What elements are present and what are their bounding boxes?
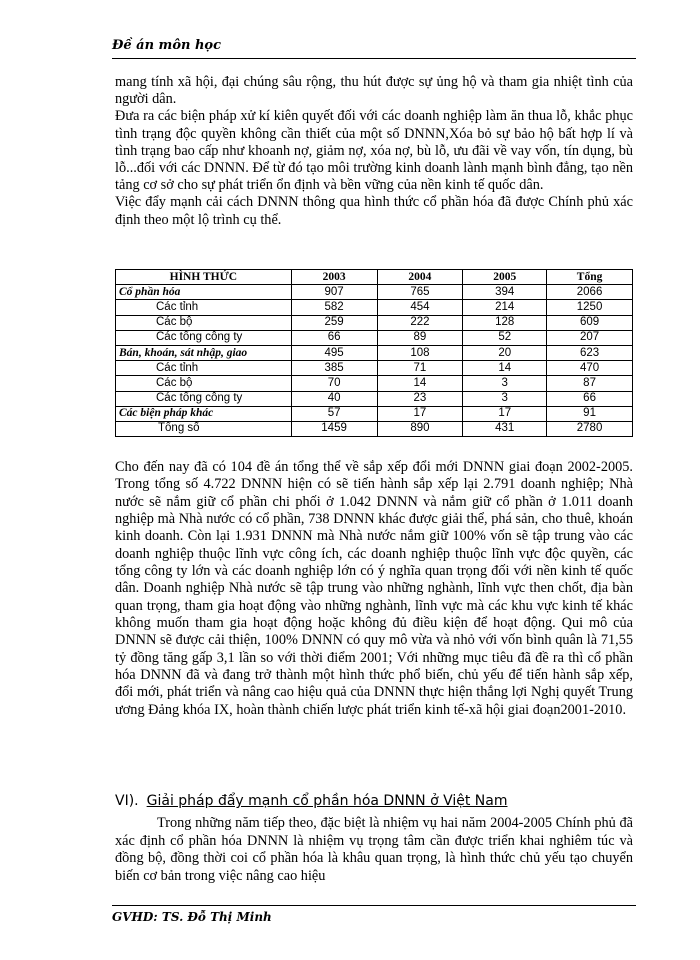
statistics-table xyxy=(115,269,633,437)
table-cell: 87 xyxy=(547,376,633,391)
table-cell: 495 xyxy=(291,345,377,360)
table-row xyxy=(116,421,633,436)
table-cell: 207 xyxy=(547,330,633,345)
page-footer xyxy=(112,905,636,924)
table-cell: 609 xyxy=(547,315,633,330)
table-row xyxy=(116,361,633,376)
main-paragraph: Cho đến nay đã có 104 đề án tổng thể về sắp xếp đổi mới DNNN giai đoạn 2002-2005. Trong tổng số 4.722 DNNN hiện có sẽ tiến hành sắp xếp lại 2.791 doanh nghiệp; Nhà nước sẽ nắm giữ cổ phần chi phối ở 1.042 DNNN và nắm giữ cổ phần ở 1.011 doanh nghiệp mà Nhà nước có cổ phần, 738 DNNN khác được giải thể, phá sản, cho thuê, khoán kinh doanh. Còn lại 1.931 DNNN mà Nhà nước nắm giữ 100% vốn sẽ tập trung vào các doanh nghiệp thuộc lĩnh vực công ích, các doanh nghiệp thuộc lĩnh vực độc quyền, các tổng công ty lớn và các doanh nghiệp lớn có ý nghĩa quan trọng đối với nền kinh tế quốc dân. Doanh nghiệp Nhà nước sẽ tập trung vào những nghành, lĩnh vực then chốt, địa bàn quan trọng, tham gia hoạt động vào những nghành, lĩnh vực mà các khu vực kinh tế khác không muốn tham gia hoạt động hoặc không đủ điều kiện để hoạt động. Qui mô của DNNN sẽ được cải thiện, 100% DNNN có quy mô vừa và nhỏ với vốn bình quân là 71,55 tỷ đồng tăng gấp 3,1 lần so với thời điểm 2001; Với những mục tiêu đã đề ra thì cổ phần hóa DNNN đã và đang trở thành một hình thức phổ biến, chủ yếu để tiến hành sắp xếp, đổi mới, phát triển và nâng cao hiệu quả của DNNN thực hiện thắng lợi Nghị quyết Trung ương Đảng khóa IX, hoàn thành chiến lược phát triển kinh tế-xã hội giai đoạn2001-2010. xyxy=(115,459,633,718)
table-cell: 66 xyxy=(291,330,377,345)
table-cell: 71 xyxy=(377,361,463,376)
table-cell: 394 xyxy=(463,285,547,300)
row-label: Bán, khoán, sát nhập, giao xyxy=(116,345,292,360)
column-header: Tổng xyxy=(547,270,633,285)
page-header xyxy=(112,38,636,53)
table-cell: 2780 xyxy=(547,421,633,436)
table-cell: 890 xyxy=(377,421,463,436)
table-cell: 70 xyxy=(291,376,377,391)
table-cell: 222 xyxy=(377,315,463,330)
table-row xyxy=(116,285,633,300)
table-row xyxy=(116,391,633,406)
column-header: 2005 xyxy=(463,270,547,285)
table-cell: 385 xyxy=(291,361,377,376)
section-number: VI). xyxy=(115,793,139,809)
table-header-row xyxy=(116,270,633,285)
row-label: Các biện pháp khác xyxy=(116,406,292,421)
table-cell: 765 xyxy=(377,285,463,300)
table-body xyxy=(116,285,633,437)
table-cell: 57 xyxy=(291,406,377,421)
table-cell: 108 xyxy=(377,345,463,360)
column-header: 2003 xyxy=(291,270,377,285)
table-cell: 14 xyxy=(377,376,463,391)
section-text xyxy=(115,815,633,885)
table-cell: 66 xyxy=(547,391,633,406)
section-title: Giải pháp đẩy mạnh cổ phần hóa DNNN ở Việt Nam xyxy=(146,793,508,809)
row-label: Các bộ xyxy=(116,376,292,391)
table-cell: 3 xyxy=(463,391,547,406)
table-cell: 17 xyxy=(463,406,547,421)
table-row xyxy=(116,406,633,421)
row-label: Các tổng công ty xyxy=(116,391,292,406)
row-label: Tổng số xyxy=(116,421,292,436)
section-heading xyxy=(115,793,633,809)
footer-text: GVHD: TS. Đỗ Thị Minh xyxy=(112,910,272,924)
header-rule xyxy=(112,58,636,59)
row-label: Các bộ xyxy=(116,315,292,330)
table-cell: 89 xyxy=(377,330,463,345)
table-row xyxy=(116,300,633,315)
table-cell: 2066 xyxy=(547,285,633,300)
table-cell: 623 xyxy=(547,345,633,360)
intro-paragraph-2: Đưa ra các biện pháp xử kí kiên quyết đối với các doanh nghiệp làm ăn thua lỗ, khắc phục tình trạng độc quyền không cần thiết của một số DNNN,Xóa bỏ sự bảo hộ bất hợp lí và tình trạng bao cấp như khoanh nợ, giảm nợ, xóa nợ, bù lỗ, ưu đãi về vay vốn, tín dụng, bù lỗ...đối với các DNNN. Để từ đó tạo môi trường kinh doanh lành mạnh bình đẳng, tạo nền tảng cơ sở cho sự phát triển ổn định và bền vững của nền kinh tế quốc dân. xyxy=(115,108,633,194)
statistics-table-container xyxy=(115,269,633,437)
table-cell: 3 xyxy=(463,376,547,391)
section-paragraph: Trong những năm tiếp theo, đặc biệt là nhiệm vụ hai năm 2004-2005 Chính phủ đã xác định cổ phần hóa DNNN là nhiệm vụ trọng tâm cần được triển khai nghiêm túc và đồng bộ, đồng thời coi cổ phần hóa là khâu quan trọng, là hình thức chủ yếu tạo chuyển biến cơ bản trong việc nâng cao hiệu xyxy=(115,815,633,884)
table-cell: 1459 xyxy=(291,421,377,436)
table-cell: 14 xyxy=(463,361,547,376)
table-cell: 20 xyxy=(463,345,547,360)
table-row xyxy=(116,376,633,391)
table-cell: 907 xyxy=(291,285,377,300)
table-cell: 17 xyxy=(377,406,463,421)
row-label: Các tổng công ty xyxy=(116,330,292,345)
intro-text xyxy=(115,74,633,229)
intro-paragraph-1: mang tính xã hội, đại chúng sâu rộng, thu hút được sự ủng hộ và tham gia nhiệt tình của người dân. xyxy=(115,74,633,108)
table-cell: 214 xyxy=(463,300,547,315)
table-cell: 454 xyxy=(377,300,463,315)
header-title: Đề án môn học xyxy=(112,38,222,53)
table-cell: 52 xyxy=(463,330,547,345)
table-row xyxy=(116,345,633,360)
column-header: HÌNH THỨC xyxy=(116,270,292,285)
footer-rule xyxy=(112,905,636,906)
row-label: Các tỉnh xyxy=(116,361,292,376)
table-cell: 470 xyxy=(547,361,633,376)
table-cell: 91 xyxy=(547,406,633,421)
table-cell: 259 xyxy=(291,315,377,330)
intro-paragraph-3: Việc đẩy mạnh cải cách DNNN thông qua hình thức cổ phần hóa đã được Chính phủ xác định theo một lộ trình cụ thể. xyxy=(115,194,633,228)
table-cell: 431 xyxy=(463,421,547,436)
table-cell: 23 xyxy=(377,391,463,406)
table-cell: 582 xyxy=(291,300,377,315)
table-cell: 128 xyxy=(463,315,547,330)
table-cell: 1250 xyxy=(547,300,633,315)
main-text xyxy=(115,459,633,719)
table-row xyxy=(116,315,633,330)
row-label: Cổ phần hóa xyxy=(116,285,292,300)
table-row xyxy=(116,330,633,345)
column-header: 2004 xyxy=(377,270,463,285)
table-cell: 40 xyxy=(291,391,377,406)
row-label: Các tỉnh xyxy=(116,300,292,315)
